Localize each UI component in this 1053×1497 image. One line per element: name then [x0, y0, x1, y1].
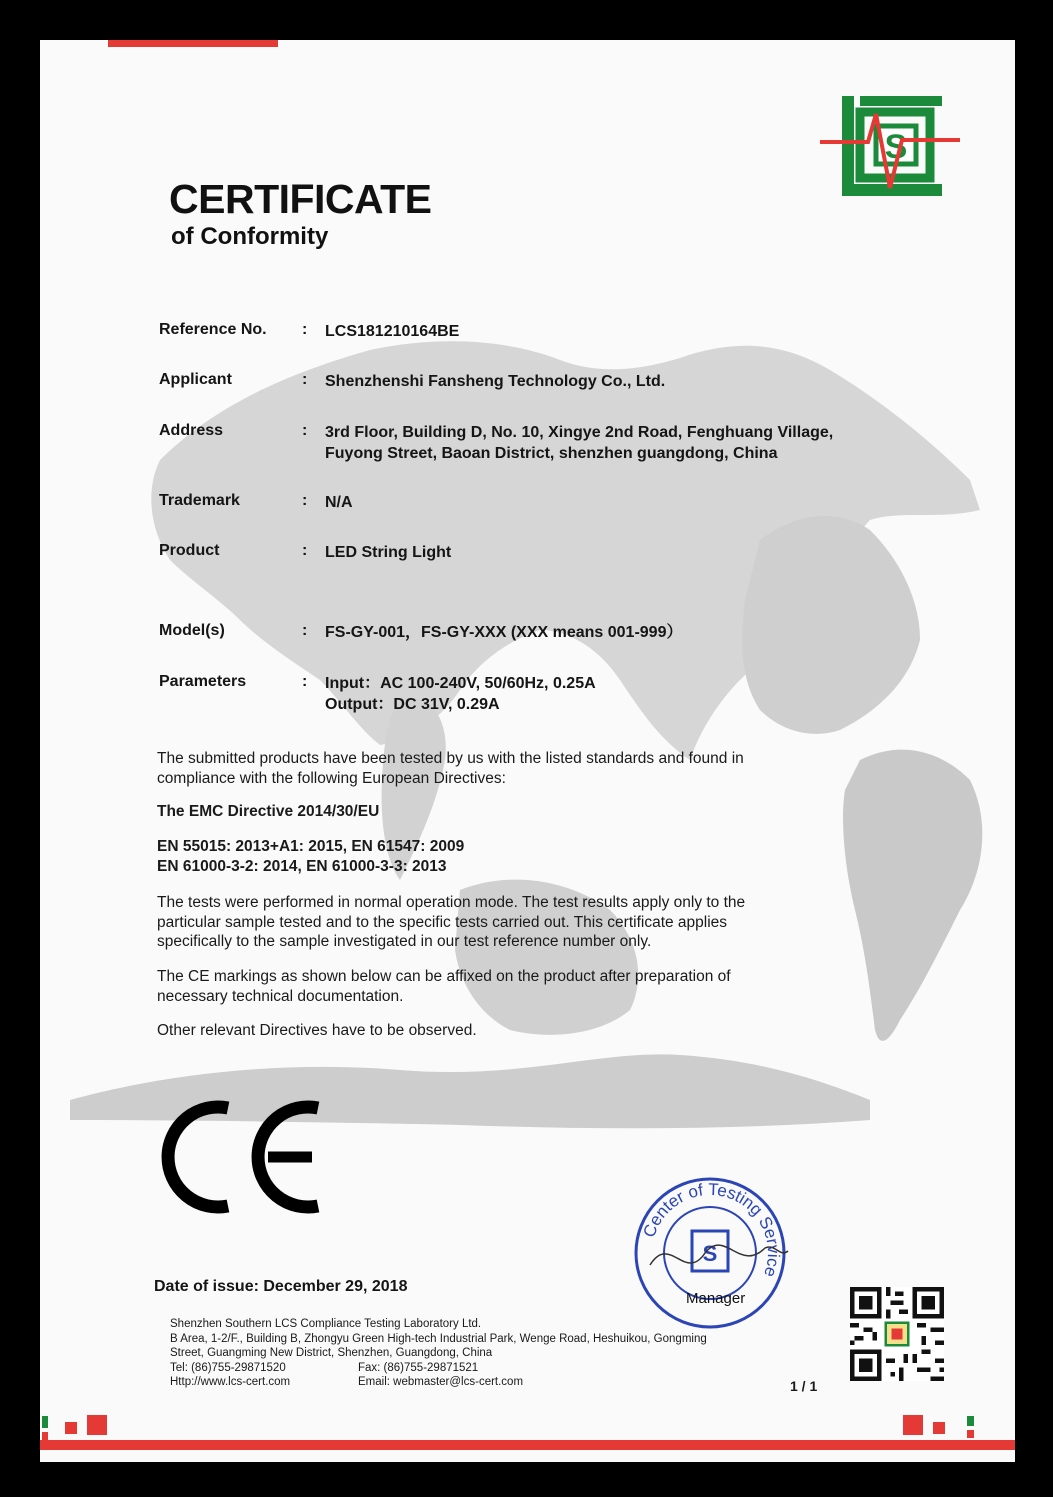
field-value: Shenzhenshi Fansheng Technology Co., Ltd. — [325, 373, 666, 390]
footer-address-line: Street, Guangming New District, Shenzhen, Guangdong, China — [170, 1347, 493, 1359]
field-value: 3rd Floor, Building D, No. 10, Xingye 2nd Road, Fenghuang Village, — [325, 424, 834, 441]
ce-note-paragraph — [157, 967, 837, 1006]
page-number: 1 / 1 — [790, 1378, 818, 1394]
certificate-title: CERTIFICATE — [169, 176, 432, 222]
text-line: EN 61000-3-2: 2014, EN 61000-3-3: 2013 — [157, 857, 447, 875]
field-colon: : — [302, 492, 308, 509]
corner-mark — [967, 1430, 974, 1438]
field-label: Applicant — [159, 371, 232, 388]
svg-text:S: S — [884, 128, 908, 166]
text-line: compliance with the following European Directives: — [157, 769, 506, 787]
corner-mark — [87, 1415, 107, 1435]
date-of-issue: Date of issue: December 29, 2018 — [154, 1278, 408, 1295]
field-label: Product — [159, 542, 220, 559]
text-line: specifically to the sample investigated in our test reference number only. — [157, 933, 652, 950]
corner-mark — [967, 1416, 974, 1426]
field-label: Model(s) — [159, 622, 225, 639]
corner-mark — [933, 1422, 945, 1434]
certificate-sheet — [40, 40, 1015, 1462]
testing-service-stamp — [630, 1173, 790, 1333]
footer-lab-name: Shenzhen Southern LCS Compliance Testing Laboratory Ltd. — [170, 1318, 482, 1330]
corner-mark — [42, 1416, 48, 1428]
footer-address-line: B Area, 1-2/F., Building B, Zhongyu Green High-tech Industrial Park, Wenge Road, Heshuikou, Gongming — [170, 1332, 707, 1345]
field-colon: : — [302, 321, 308, 338]
qr-code — [850, 1287, 944, 1381]
corner-mark — [42, 1432, 48, 1440]
text-line: The CE markings as shown below can be affixed on the product after preparation of — [157, 968, 731, 985]
field-colon: : — [302, 371, 308, 388]
lcs-logo — [820, 92, 960, 200]
stamp-text: Center of Testing Service — [639, 1179, 784, 1280]
field-colon: : — [302, 542, 308, 559]
text-line: EN 55015: 2013+A1: 2015, EN 61547: 2009 — [157, 838, 465, 855]
footer-fax: Fax: (86)755-29871521 — [358, 1361, 479, 1374]
field-value: LCS181210164BE — [325, 323, 460, 340]
corner-mark — [65, 1422, 77, 1434]
intro-paragraph — [157, 749, 837, 788]
bottom-red-bar — [40, 1440, 1015, 1450]
field-colon: : — [302, 673, 308, 690]
text-line: The submitted products have been tested by us with the listed standards and found in — [157, 750, 744, 767]
footer-email: Email: webmaster@lcs-cert.com — [358, 1376, 524, 1388]
tests-paragraph — [157, 893, 837, 952]
other-directives: Other relevant Directives have to be observed. — [157, 1022, 477, 1039]
field-value-line2: Fuyong Street, Baoan District, shenzhen guangdong, China — [325, 445, 778, 462]
ce-mark — [156, 1092, 326, 1222]
footer-tel: Tel: (86)755-29871520 — [170, 1361, 286, 1374]
footer-website: Http://www.lcs-cert.com — [170, 1376, 291, 1388]
field-label: Parameters — [159, 673, 247, 690]
text-line: particular sample tested and to the specific tests carried out. This certificate applies — [157, 913, 728, 931]
field-label: Trademark — [159, 492, 240, 509]
corner-mark — [903, 1415, 923, 1435]
field-colon: : — [302, 422, 308, 439]
text-line: The tests were performed in normal operation mode. The test results apply only to the — [157, 894, 746, 911]
field-value: FS-GY-001，FS-GY-XXX (XXX means 001-999） — [325, 624, 683, 641]
directive-heading: The EMC Directive 2014/30/EU — [157, 803, 380, 820]
field-value-line2: Output：DC 31V, 0.29A — [325, 696, 500, 713]
field-colon: : — [302, 622, 308, 639]
field-label: Address — [159, 422, 224, 439]
manager-label: Manager — [686, 1290, 746, 1307]
standards-list — [157, 837, 837, 876]
field-value: LED String Light — [325, 544, 452, 561]
certificate-subtitle: of Conformity — [171, 223, 329, 250]
field-value: Input：AC 100-240V, 50/60Hz, 0.25A — [325, 675, 596, 692]
svg-text:S: S — [702, 1241, 718, 1266]
field-label: Reference No. — [159, 321, 267, 338]
field-value: N/A — [325, 494, 353, 511]
text-line: necessary technical documentation. — [157, 987, 404, 1005]
